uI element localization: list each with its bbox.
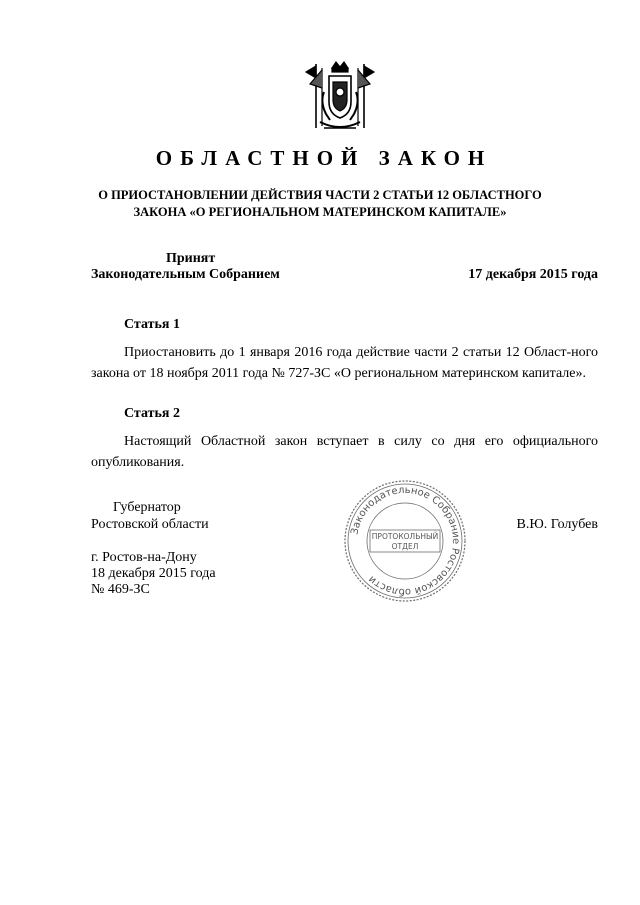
adopted-label: Принят: [166, 251, 216, 266]
seal-center-line-1: ПРОТОКОЛЬНЫЙ: [371, 532, 439, 541]
article-2-text: Настоящий Областной закон вступает в силу со дня его официального опубликования.: [91, 434, 598, 470]
adopted-by: Законодательным Собранием: [91, 267, 280, 282]
signatory-title-line-2: Ростовской области: [91, 517, 209, 532]
signatory-title-line-1: Губернатор: [113, 500, 181, 515]
article-1-heading: Статья 1: [124, 317, 180, 332]
coat-of-arms-icon: [302, 58, 378, 136]
article-1-text: Приостановить до 1 января 2016 года действие части 2 статьи 12 Област-ного закона от 18 ноября 2011 года № 727-ЗС «О региональном материнском капитале».: [91, 345, 598, 381]
seal-ring-text: Законодательное Собрание Ростовской области: [349, 484, 462, 598]
document-title: ОБЛАСТНОЙ ЗАКОН: [155, 146, 493, 170]
place: г. Ростов-на-Дону: [91, 550, 197, 565]
article-2-heading: Статья 2: [124, 406, 180, 421]
adopted-date: 17 декабря 2015 года: [468, 267, 598, 282]
signing-date: 18 декабря 2015 года: [91, 566, 216, 581]
seal-center-line-2: ОТДЕЛ: [391, 542, 419, 551]
law-number: № 469-ЗС: [91, 582, 150, 597]
official-seal: [342, 478, 468, 604]
signatory-name: В.Ю. Голубев: [516, 517, 598, 532]
document-subtitle: [90, 187, 550, 221]
subtitle-line-1: О ПРИОСТАНОВЛЕНИИ ДЕЙСТВИЯ ЧАСТИ 2 СТАТЬИ 12 ОБЛАСТНОГО: [98, 188, 542, 202]
place-date-number: [91, 550, 216, 598]
subtitle-line-2: ЗАКОНА «О РЕГИОНАЛЬНОМ МАТЕРИНСКОМ КАПИТАЛЕ»: [133, 205, 507, 219]
